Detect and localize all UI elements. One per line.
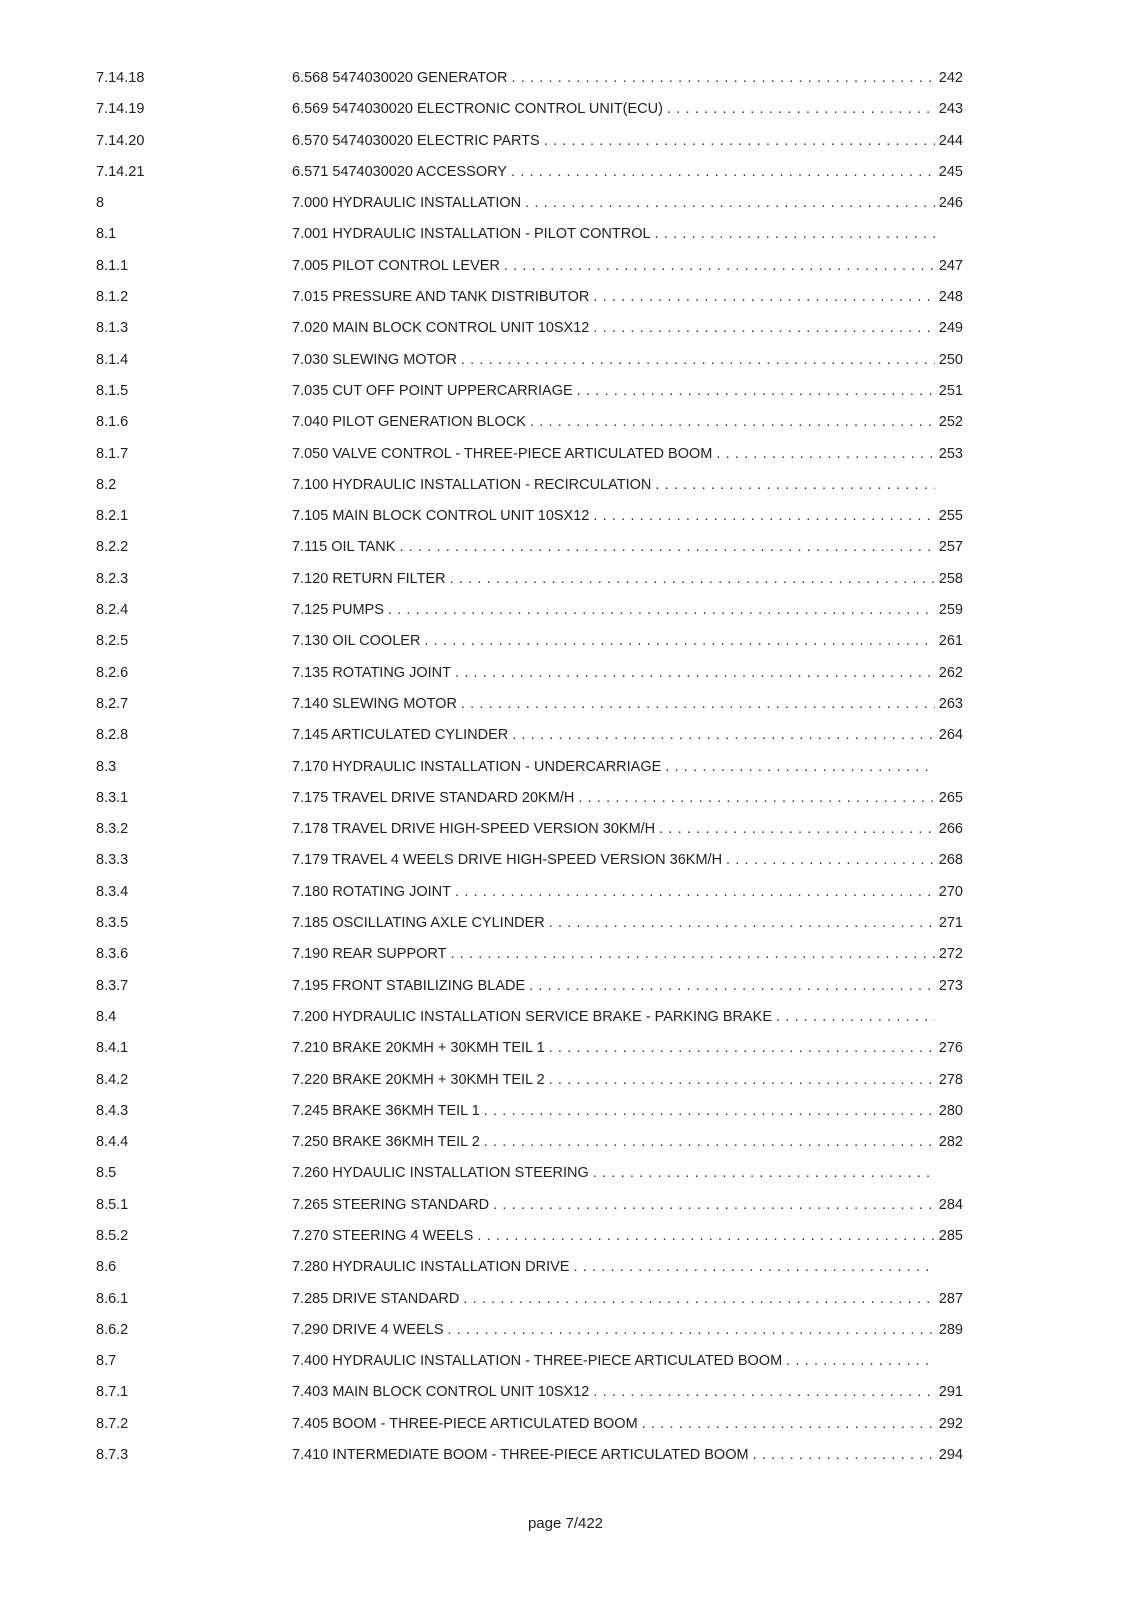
toc-title[interactable]: 7.001 HYDRAULIC INSTALLATION - PILOT CONTROL [292,226,651,243]
toc-section-number: 8.3.6 [96,946,129,963]
toc-title[interactable]: 7.245 BRAKE 36KMH TEIL 1 [292,1102,480,1119]
toc-dot-leader [461,689,935,720]
toc-section-number: 8.1.7 [96,445,129,462]
toc-title[interactable]: 7.005 PILOT CONTROL LEVER [292,257,500,274]
toc-title[interactable]: 7.405 BOOM - THREE-PIECE ARTICULATED BOOM [292,1415,638,1432]
toc-dot-leader [578,783,935,814]
toc-section-number: 8.1.5 [96,382,129,399]
toc-dot-leader [399,532,935,563]
toc-page-number[interactable]: 257 [938,539,963,556]
toc-section-number: 8.5.2 [96,1227,129,1244]
toc-page-number[interactable]: 250 [938,351,963,368]
toc-dot-leader [450,564,935,595]
toc-section-number: 7.14.18 [96,70,145,86]
toc-section-number: 8.2 [96,476,117,493]
toc-row[interactable] [0,313,1131,344]
toc-section-number: 8.3.1 [96,789,129,806]
toc-row[interactable] [0,407,1131,438]
toc-row[interactable] [0,1096,1131,1127]
toc-title[interactable]: 7.290 DRIVE 4 WEELS [292,1321,444,1338]
toc-dot-leader [493,1190,935,1221]
toc-dot-leader [511,157,935,188]
toc-title[interactable]: 7.403 MAIN BLOCK CONTROL UNIT 10SX12 [292,1384,590,1401]
toc-section-number: 8.2.5 [96,633,129,650]
toc-dot-leader [573,1252,935,1283]
toc-dot-leader [388,595,935,626]
toc-dot-leader [726,845,935,876]
toc-entry[interactable] [292,219,963,250]
toc-dot-leader [463,1284,935,1315]
toc-page-number[interactable]: 243 [938,101,963,118]
toc-section-number: 8.2.1 [96,508,129,525]
toc-section-number: 8.3 [96,758,117,775]
toc-entry[interactable] [292,157,963,188]
toc-title[interactable]: 7.220 BRAKE 20KMH + 30KMH TEIL 2 [292,1071,545,1088]
toc-title[interactable]: 7.100 HYDRAULIC INSTALLATION - RECIRCULATION [292,476,652,493]
toc-page-number[interactable]: 249 [938,320,963,337]
toc-dot-leader [655,470,935,501]
toc-title[interactable]: 7.140 SLEWING MOTOR [292,695,457,712]
toc-section-number: 8.6.1 [96,1290,129,1307]
toc-row[interactable] [0,908,1131,939]
toc-section-number: 8.4.1 [96,1040,129,1057]
toc-page-number[interactable]: 291 [938,1384,963,1401]
toc-dot-leader [593,1158,935,1189]
toc-page-number[interactable]: 276 [938,1040,963,1057]
toc-dot-leader [484,1127,935,1158]
toc-page-number[interactable]: 264 [938,727,963,744]
toc-page-number[interactable]: 246 [938,195,963,212]
toc-page-number[interactable]: 261 [938,633,963,650]
toc-dot-leader [461,345,935,376]
toc-section-number: 8.4.4 [96,1134,129,1151]
toc-title[interactable]: 7.260 HYDAULIC INSTALLATION STEERING [292,1165,589,1182]
toc-row[interactable] [0,720,1131,751]
toc-title[interactable]: 7.285 DRIVE STANDARD [292,1290,460,1307]
toc-entry[interactable] [292,1346,963,1377]
page-number-footer: page 7/422 [527,1515,604,1532]
toc-page-number[interactable]: 278 [938,1071,963,1088]
toc-section-number: 8.3.3 [96,852,129,869]
toc-title[interactable]: 7.179 TRAVEL 4 WEELS DRIVE HIGH-SPEED VERSION 36KM/H [292,852,723,869]
table-of-contents [0,63,1131,1471]
toc-dot-leader [424,626,935,657]
toc-entry[interactable] [292,564,963,595]
toc-title[interactable]: 7.175 TRAVEL DRIVE STANDARD 20KM/H [292,789,575,806]
toc-section-number: 8 [96,195,105,212]
toc-entry[interactable] [292,626,963,657]
toc-page-number[interactable]: 294 [938,1447,963,1464]
toc-title[interactable]: 7.030 SLEWING MOTOR [292,351,457,368]
toc-title[interactable]: 7.015 PRESSURE AND TANK DISTRIBUTOR [292,289,590,306]
toc-dot-leader [549,908,935,939]
toc-page-number[interactable]: 253 [938,445,963,462]
toc-title[interactable]: 7.210 BRAKE 20KMH + 30KMH TEIL 1 [292,1040,545,1057]
toc-section-number: 8.3.2 [96,821,129,838]
toc-title[interactable]: 7.040 PILOT GENERATION BLOCK [292,414,526,431]
toc-title[interactable]: 7.170 HYDRAULIC INSTALLATION - UNDERCARRIAGE [292,758,662,775]
toc-row[interactable] [0,1346,1131,1377]
toc-row[interactable] [0,1252,1131,1283]
toc-row[interactable] [0,783,1131,814]
toc-entry[interactable] [292,752,963,783]
toc-dot-leader [577,376,935,407]
toc-entry[interactable] [292,1221,963,1252]
toc-entry[interactable] [292,971,963,1002]
toc-dot-leader [786,1346,935,1377]
toc-title[interactable]: 7.265 STEERING STANDARD [292,1196,490,1213]
toc-row[interactable] [0,814,1131,845]
toc-entry[interactable] [292,532,963,563]
toc-entry[interactable] [292,345,963,376]
toc-entry[interactable] [292,501,963,532]
toc-entry[interactable] [292,1284,963,1315]
toc-title[interactable]: 7.145 ARTICULATED CYLINDER [292,727,509,744]
toc-entry[interactable] [292,376,963,407]
toc-title[interactable]: 6.570 5474030020 ELECTRIC PARTS [292,132,540,149]
toc-page-number[interactable]: 280 [938,1102,963,1119]
toc-row[interactable] [0,752,1131,783]
toc-row[interactable] [0,63,1131,94]
toc-section-number: 8.2.6 [96,664,129,681]
toc-dot-leader [593,313,935,344]
toc-row[interactable] [0,1440,1131,1471]
toc-dot-leader [593,282,935,313]
toc-section-number: 8.4 [96,1008,117,1025]
toc-page-number[interactable]: 248 [938,289,963,306]
toc-title[interactable]: 7.125 PUMPS [292,602,384,619]
toc-dot-leader [477,1221,935,1252]
toc-section-number: 8.1.2 [96,289,129,306]
toc-page-number[interactable]: 287 [938,1290,963,1307]
toc-section-number: 7.14.20 [96,132,145,149]
toc-entry[interactable] [292,1096,963,1127]
toc-row[interactable] [0,658,1131,689]
toc-section-number: 7.14.21 [96,163,145,180]
toc-entry[interactable] [292,658,963,689]
toc-entry[interactable] [292,1252,963,1283]
toc-row[interactable] [0,845,1131,876]
toc-dot-leader [593,1377,935,1408]
toc-title[interactable]: 6.571 5474030020 ACCESSORY [292,163,507,180]
toc-entry[interactable] [292,720,963,751]
toc-page-number[interactable]: 251 [938,382,963,399]
toc-entry[interactable] [292,251,963,282]
toc-entry[interactable] [292,126,963,157]
toc-entry[interactable] [292,845,963,876]
toc-page-number[interactable]: 245 [938,163,963,180]
toc-row[interactable] [0,188,1131,219]
toc-title[interactable]: 7.120 RETURN FILTER [292,570,446,587]
toc-row[interactable] [0,470,1131,501]
toc-row[interactable] [0,1033,1131,1064]
toc-title[interactable]: 7.200 HYDRAULIC INSTALLATION SERVICE BRAKE - PARKING BRAKE [292,1008,772,1025]
toc-entry[interactable] [292,1033,963,1064]
toc-title[interactable]: 7.185 OSCILLATING AXLE CYLINDER [292,915,545,932]
toc-dot-leader [455,877,935,908]
toc-entry[interactable] [292,63,963,94]
toc-dot-leader [659,814,935,845]
toc-row[interactable] [0,595,1131,626]
toc-page-number[interactable]: 266 [938,821,963,838]
toc-title[interactable]: 7.020 MAIN BLOCK CONTROL UNIT 10SX12 [292,320,590,337]
toc-entry[interactable] [292,1065,963,1096]
toc-section-number: 8.7.2 [96,1415,129,1432]
toc-dot-leader [512,720,935,751]
toc-entry[interactable] [292,877,963,908]
toc-dot-leader [529,971,935,1002]
toc-entry[interactable] [292,1377,963,1408]
toc-page-number[interactable]: 262 [938,664,963,681]
toc-row[interactable] [0,251,1131,282]
toc-section-number: 8.6.2 [96,1321,129,1338]
toc-section-number: 8.2.7 [96,695,129,712]
toc-section-number: 8.7.1 [96,1384,129,1401]
toc-section-number: 8.1.4 [96,351,129,368]
toc-row[interactable] [0,939,1131,970]
toc-section-number: 8.6 [96,1259,117,1276]
toc-section-number: 7.14.19 [96,101,145,118]
toc-row[interactable] [0,94,1131,125]
toc-page-number[interactable]: 271 [938,915,963,932]
toc-row[interactable] [0,439,1131,470]
toc-section-number: 8.7.3 [96,1447,129,1464]
toc-row[interactable] [0,157,1131,188]
toc-page-number[interactable]: 282 [938,1134,963,1151]
toc-entry[interactable] [292,939,963,970]
toc-dot-leader [716,439,935,470]
toc-title[interactable]: 7.115 OIL TANK [292,539,396,556]
toc-entry[interactable] [292,1440,963,1471]
toc-row[interactable] [0,1284,1131,1315]
toc-dot-leader [665,752,935,783]
toc-section-number: 8.2.8 [96,727,129,744]
toc-title[interactable]: 7.035 CUT OFF POINT UPPERCARRIAGE [292,382,573,399]
toc-entry[interactable] [292,1190,963,1221]
toc-dot-leader [484,1096,935,1127]
toc-dot-leader [448,1315,935,1346]
toc-section-number: 8.3.4 [96,883,129,900]
toc-row[interactable] [0,1377,1131,1408]
toc-title[interactable]: 7.190 REAR SUPPORT [292,946,447,963]
toc-dot-leader [544,126,935,157]
toc-page-number[interactable]: 242 [938,70,963,86]
toc-page-number[interactable]: 265 [938,789,963,806]
toc-entry[interactable] [292,470,963,501]
toc-row[interactable] [0,345,1131,376]
toc-dot-leader [593,501,935,532]
toc-row[interactable] [0,1409,1131,1440]
toc-page-number[interactable]: 270 [938,883,963,900]
toc-row[interactable] [0,1221,1131,1252]
toc-entry[interactable] [292,689,963,720]
toc-dot-leader [642,1409,935,1440]
toc-dot-leader [504,251,935,282]
toc-entry[interactable] [292,1409,963,1440]
toc-entry[interactable] [292,783,963,814]
toc-entry[interactable] [292,595,963,626]
toc-section-number: 8.2.4 [96,602,129,619]
toc-section-number: 8.1.3 [96,320,129,337]
toc-title[interactable]: 6.569 5474030020 ELECTRONIC CONTROL UNIT(ECU) [292,101,663,118]
toc-section-number: 8.1.6 [96,414,129,431]
toc-page-number[interactable]: 285 [938,1227,963,1244]
toc-entry[interactable] [292,188,963,219]
toc-dot-leader [512,63,936,94]
toc-title[interactable]: 7.135 ROTATING JOINT [292,664,451,681]
toc-entry[interactable] [292,1002,963,1033]
toc-entry[interactable] [292,94,963,125]
toc-row[interactable] [0,1065,1131,1096]
toc-entry[interactable] [292,1158,963,1189]
toc-entry[interactable] [292,1315,963,1346]
toc-section-number: 8.4.3 [96,1102,129,1119]
toc-page-number[interactable]: 263 [938,695,963,712]
toc-section-number: 8.3.7 [96,977,129,994]
toc-dot-leader [450,939,935,970]
toc-title[interactable]: 7.270 STEERING 4 WEELS [292,1227,474,1244]
toc-dot-leader [776,1002,935,1033]
toc-dot-leader [525,188,935,219]
toc-title[interactable]: 7.195 FRONT STABILIZING BLADE [292,977,526,994]
toc-title[interactable]: 7.180 ROTATING JOINT [292,883,451,900]
toc-row[interactable] [0,501,1131,532]
toc-row[interactable] [0,532,1131,563]
toc-title[interactable]: 7.130 OIL COOLER [292,633,421,650]
toc-section-number: 8.2.3 [96,570,129,587]
toc-section-number: 8.1.1 [96,257,129,274]
toc-title[interactable]: 7.178 TRAVEL DRIVE HIGH-SPEED VERSION 30KM/H [292,821,656,838]
toc-entry[interactable] [292,282,963,313]
toc-title[interactable]: 7.400 HYDRAULIC INSTALLATION - THREE-PIECE ARTICULATED BOOM [292,1353,783,1370]
toc-entry[interactable] [292,814,963,845]
toc-title[interactable]: 7.000 HYDRAULIC INSTALLATION [292,195,522,212]
toc-page-number[interactable]: 272 [938,946,963,963]
toc-page-number[interactable]: 258 [938,570,963,587]
toc-title[interactable]: 7.410 INTERMEDIATE BOOM - THREE-PIECE ARTICULATED BOOM [292,1447,749,1464]
toc-title[interactable]: 7.105 MAIN BLOCK CONTROL UNIT 10SX12 [292,508,590,525]
toc-page-number[interactable]: 255 [938,508,963,525]
toc-entry[interactable] [292,407,963,438]
toc-section-number: 8.2.2 [96,539,129,556]
toc-section-number: 8.5.1 [96,1196,129,1213]
toc-page-number[interactable]: 259 [938,602,963,619]
toc-row[interactable] [0,282,1131,313]
toc-page-number[interactable]: 289 [938,1321,963,1338]
toc-dot-leader [530,407,935,438]
toc-row[interactable] [0,689,1131,720]
toc-dot-leader [455,658,935,689]
toc-page-number[interactable]: 247 [938,257,963,274]
toc-page-number[interactable]: 292 [938,1415,963,1432]
toc-title[interactable]: 7.050 VALVE CONTROL - THREE-PIECE ARTICULATED BOOM [292,445,713,462]
toc-dot-leader [667,94,935,125]
toc-page-number[interactable]: 244 [938,132,963,149]
toc-section-number: 8.5 [96,1165,117,1182]
toc-section-number: 8.4.2 [96,1071,129,1088]
toc-page-number[interactable]: 284 [938,1196,963,1213]
toc-row[interactable] [0,219,1131,250]
toc-dot-leader [549,1065,935,1096]
toc-row[interactable] [0,564,1131,595]
toc-row[interactable] [0,376,1131,407]
toc-dot-leader [753,1440,935,1471]
toc-section-number: 8.3.5 [96,915,129,932]
toc-entry[interactable] [292,439,963,470]
toc-section-number: 8.7 [96,1353,117,1370]
toc-page-number[interactable]: 273 [938,977,963,994]
toc-row[interactable] [0,1315,1131,1346]
toc-row[interactable] [0,126,1131,157]
toc-dot-leader [549,1033,935,1064]
toc-page-number[interactable]: 252 [938,414,963,431]
toc-section-number: 8.1 [96,226,117,243]
toc-title[interactable]: 6.568 5474030020 GENERATOR [292,70,508,86]
toc-entry[interactable] [292,908,963,939]
toc-row[interactable] [0,1158,1131,1189]
toc-row[interactable] [0,1127,1131,1158]
toc-row[interactable] [0,1002,1131,1033]
toc-title[interactable]: 7.280 HYDRAULIC INSTALLATION DRIVE [292,1259,570,1276]
toc-row[interactable] [0,971,1131,1002]
toc-row[interactable] [0,877,1131,908]
toc-page-number[interactable]: 268 [938,852,963,869]
toc-row[interactable] [0,1190,1131,1221]
toc-dot-leader [655,219,935,250]
toc-entry[interactable] [292,1127,963,1158]
toc-row[interactable] [0,626,1131,657]
toc-title[interactable]: 7.250 BRAKE 36KMH TEIL 2 [292,1134,480,1151]
toc-entry[interactable] [292,313,963,344]
